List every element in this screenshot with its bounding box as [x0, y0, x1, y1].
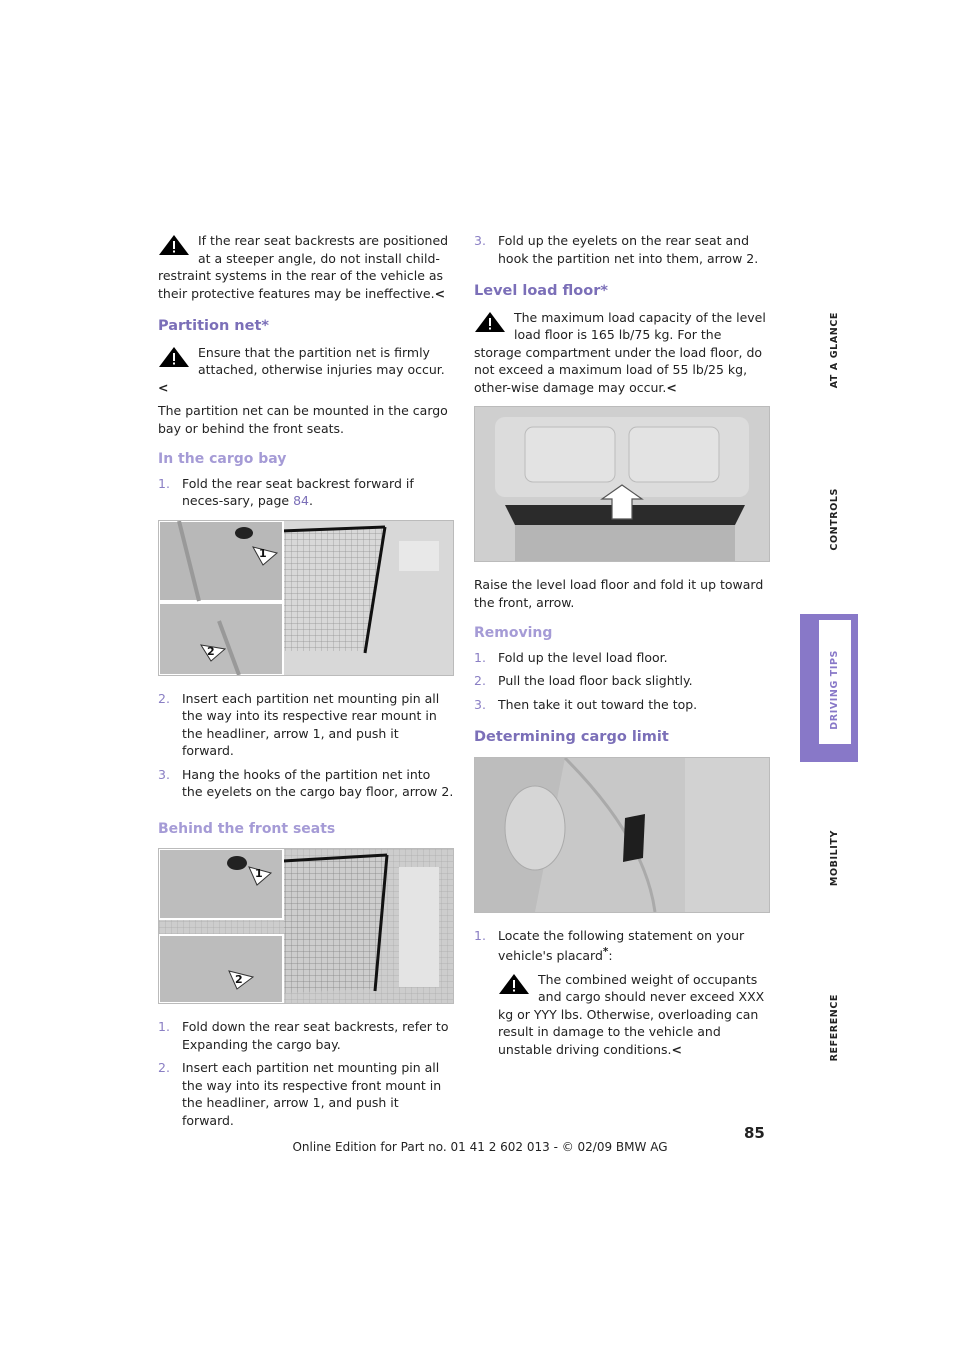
- partition-intro: The partition net can be mounted in the cargo bay or behind the front seats.: [158, 403, 448, 436]
- figure-arrow-label-2: 2: [235, 973, 243, 986]
- warning-placard-statement: [498, 971, 770, 1059]
- heading-behind-front-seats: Behind the front seats: [158, 820, 336, 837]
- front-step-3: [474, 232, 770, 267]
- side-tab-mobility[interactable]: MOBILITY: [829, 830, 840, 887]
- side-tab-reference[interactable]: REFERENCE: [829, 994, 840, 1062]
- removing-step-3: [474, 696, 770, 714]
- warning-text: The combined weight of occupants and cargo should never exceed XXX kg or YYY lbs. Otherwise, overloading can result in damage to the vehicle and unstable driving conditions.: [498, 971, 765, 1057]
- step-number: 2.: [158, 1060, 170, 1075]
- step-number: 1.: [158, 475, 170, 491]
- warning-partition-attached: [158, 344, 454, 397]
- warning-load-capacity: [474, 309, 770, 397]
- side-tab-controls[interactable]: CONTROLS: [829, 488, 840, 551]
- step-text: Fold down the rear seat backrests, refer to Expanding the cargo bay.: [182, 1019, 449, 1052]
- right-column: [474, 232, 770, 1064]
- raise-instruction: Raise the level load floor and fold it up toward the front, arrow.: [474, 577, 764, 610]
- step-text: Then take it out toward the top.: [498, 696, 698, 712]
- warning-triangle-icon: [158, 234, 190, 256]
- warning-triangle-icon: [474, 311, 506, 333]
- warning-text: The maximum load capacity of the level load floor is 165 lb/75 kg. For the storage compartment under the load floor, do not exceed a maximum load of 55 lb/25 kg, other-wise damage may occur.: [474, 309, 766, 395]
- side-tab-driving-tips[interactable]: DRIVING TIPS: [829, 650, 840, 730]
- warning-triangle-icon: [498, 973, 530, 995]
- step-number: 1.: [474, 927, 486, 943]
- step-text: Fold the rear seat backrest forward if neces-sary, page: [182, 475, 414, 508]
- cargo-step-2: [158, 690, 454, 760]
- cargo-limit-step-1: [474, 927, 770, 965]
- step-text: Hang the hooks of the partition net into the eyelets on the cargo bay floor, arrow 2.: [182, 766, 454, 799]
- front-step-2: [158, 1059, 454, 1129]
- warning-text: Ensure that the partition net is firmly attached, otherwise injuries may occur.: [198, 344, 445, 377]
- step-number: 3.: [474, 233, 486, 248]
- warning-child-restraint: [158, 232, 454, 302]
- page-number: 85: [744, 1124, 765, 1142]
- end-mark: <: [434, 285, 446, 301]
- step-number: 3.: [474, 696, 486, 712]
- step-tail: .: [308, 493, 313, 508]
- figure-arrow-label-1: 1: [259, 546, 267, 560]
- figure-level-load-floor: [474, 406, 770, 562]
- cargo-step-3: [158, 766, 454, 801]
- step-text: Insert each partition net mounting pin all the way into its respective front mount in the headliner, arrow 1, and push it forward.: [182, 1060, 442, 1128]
- step-text: Fold up the eyelets on the rear seat and hook the partition net into them, arrow 2.: [498, 233, 759, 266]
- warning-triangle-icon: [158, 346, 190, 368]
- step-number: 2.: [158, 690, 170, 706]
- end-mark: <: [666, 379, 677, 395]
- step-text: Locate the following statement on your vehicle's placard: [498, 927, 745, 964]
- heading-level-load-floor: Level load floor*: [474, 283, 608, 299]
- step-number: 2.: [474, 673, 486, 688]
- step-text: Insert each partition net mounting pin all the way into its respective rear mount in the headliner, arrow 1, and push it forward.: [182, 690, 440, 758]
- warning-text: If the rear seat backrests are positioned at a steeper angle, do not install child-restraint systems in the rear of the vehicle as their protective features may be ineffective.: [158, 233, 449, 301]
- step-number: 1.: [474, 649, 486, 665]
- step-number: 3.: [158, 766, 170, 782]
- figure-door-placard: [474, 757, 770, 913]
- page-link-84[interactable]: 84: [293, 493, 309, 508]
- step-text: Fold up the level load floor.: [498, 649, 668, 665]
- left-column: [158, 232, 454, 1135]
- cargo-step-1: [158, 475, 454, 510]
- removing-step-2: [474, 672, 770, 690]
- heading-removing: Removing: [474, 625, 553, 641]
- front-step-1: [158, 1018, 454, 1053]
- step-text: Pull the load floor back slightly.: [498, 673, 693, 688]
- figure-front-seats-net: [158, 848, 454, 1004]
- footer-edition-note: Online Edition for Part no. 01 41 2 602 013 - © 02/09 BMW AG: [292, 1140, 668, 1154]
- end-mark: <: [158, 379, 169, 395]
- figure-arrow-label-2: 2: [207, 644, 215, 658]
- removing-step-1: [474, 649, 770, 667]
- side-tab-at-a-glance[interactable]: AT A GLANCE: [829, 312, 840, 389]
- figure-arrow-label-1: 1: [255, 867, 263, 880]
- heading-cargo-limit: Determining cargo limit: [474, 729, 669, 745]
- heading-partition-net: Partition net*: [158, 318, 269, 334]
- optional-equipment-star: *: [602, 946, 609, 958]
- figure-cargo-bay-net: [158, 520, 454, 676]
- step-tail: :: [608, 948, 613, 964]
- end-mark: <: [671, 1041, 683, 1057]
- step-number: 1.: [158, 1019, 170, 1034]
- heading-cargo-bay: In the cargo bay: [158, 451, 287, 467]
